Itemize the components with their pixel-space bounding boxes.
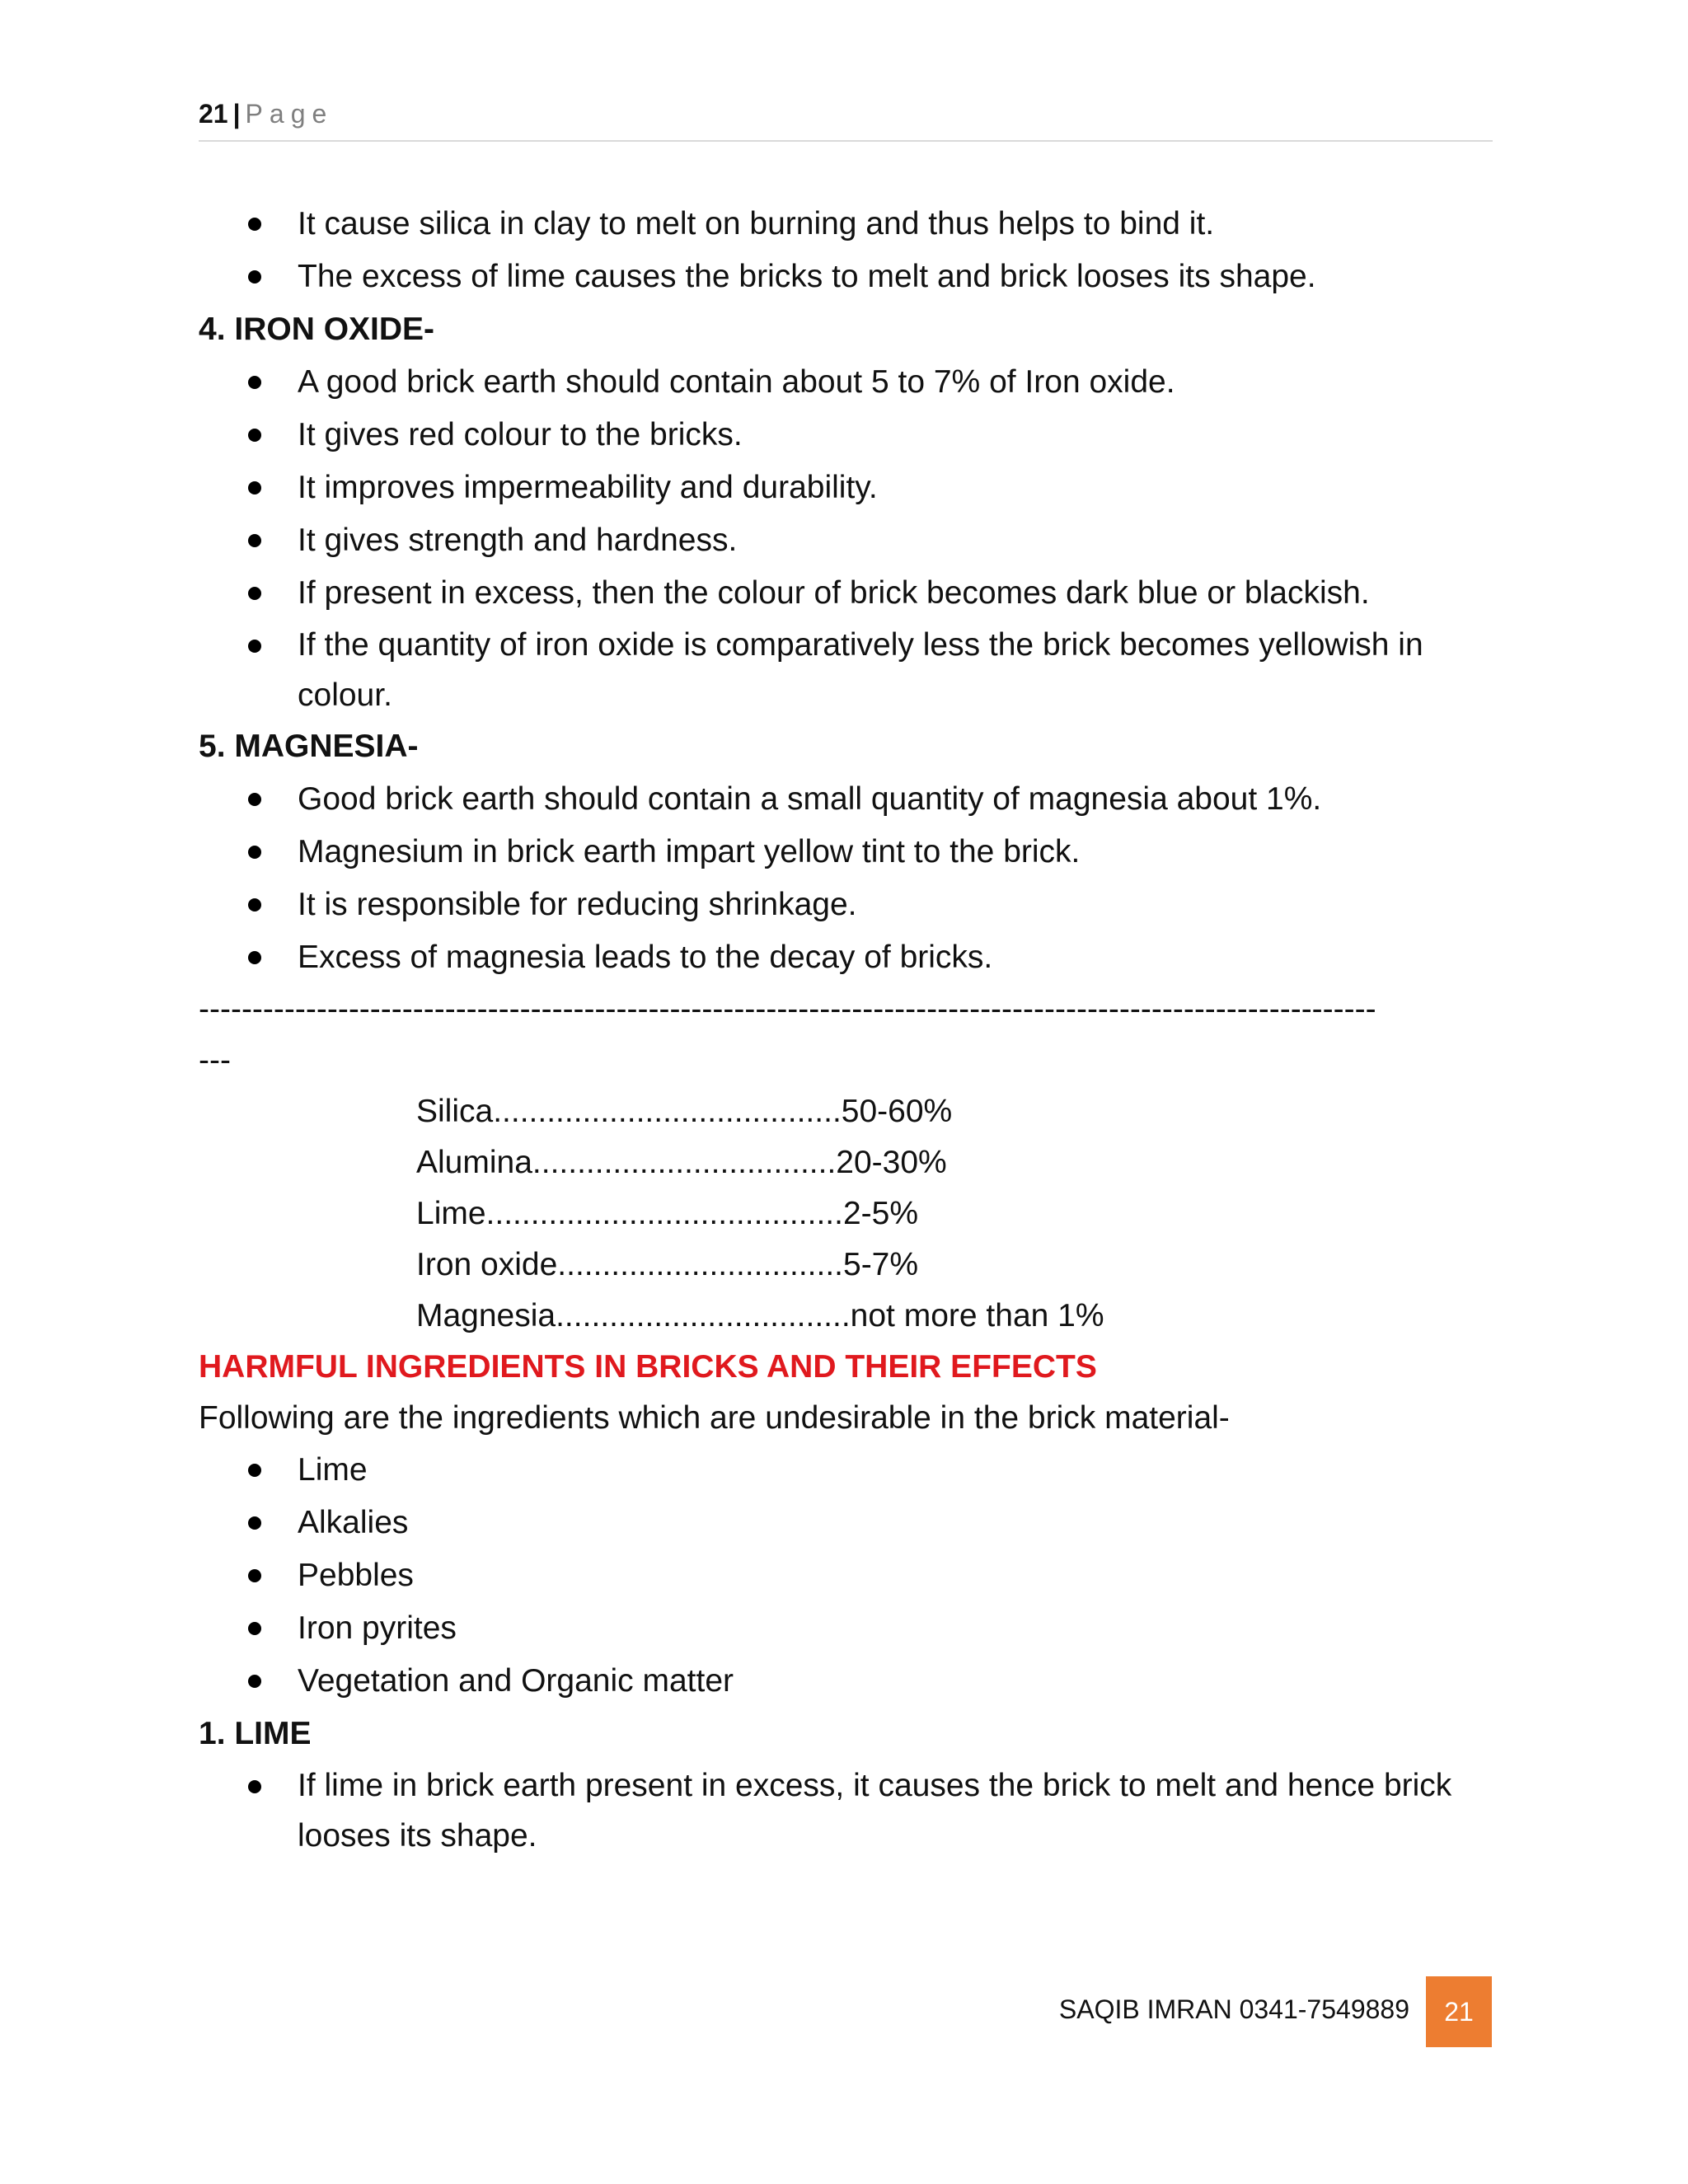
composition-row: Lime........................................2-5% <box>416 1196 918 1231</box>
list-item: Pebbles <box>199 1549 1493 1602</box>
lime-list <box>199 1760 1493 1861</box>
list-item: If the quantity of iron oxide is comparatively less the brick becomes yellowish in colour. <box>199 620 1493 720</box>
iron-oxide-list <box>199 356 1493 720</box>
list-item: It gives strength and hardness. <box>199 514 1493 567</box>
harmful-list <box>199 1444 1493 1708</box>
magnesia-heading: 5. MAGNESIA- <box>199 729 419 764</box>
page-content <box>199 198 1493 1861</box>
divider-line-tail: --- <box>199 1043 231 1078</box>
lime-heading: 1. LIME <box>199 1716 312 1751</box>
footer-author: SAQIB IMRAN 0341-7549889 <box>1058 1994 1409 2024</box>
header-page-word: Page <box>245 99 334 129</box>
harmful-intro: Following are the ingredients which are undesirable in the brick material- <box>199 1400 1230 1436</box>
iron-oxide-heading: 4. IRON OXIDE- <box>199 312 435 347</box>
composition-row: Alumina..................................20-30% <box>416 1145 947 1180</box>
footer-page-number: 21 <box>1426 1976 1492 2047</box>
list-item: A good brick earth should contain about 5 to 7% of Iron oxide. <box>199 356 1493 409</box>
list-item: It gives red colour to the bricks. <box>199 409 1493 462</box>
list-item: Good brick earth should contain a small quantity of magnesia about 1%. <box>199 773 1493 826</box>
lime-continued-list <box>199 198 1493 303</box>
list-item: It cause silica in clay to melt on burning and thus helps to bind it. <box>199 198 1493 251</box>
harmful-ingredients-heading: HARMFUL INGREDIENTS IN BRICKS AND THEIR EFFECTS <box>199 1349 1097 1385</box>
composition-list <box>416 1086 1493 1342</box>
list-item: If lime in brick earth present in excess, it causes the brick to melt and hence brick looses its shape. <box>199 1760 1493 1861</box>
page-header <box>199 99 1493 142</box>
header-separator: | <box>232 99 241 129</box>
list-item: Vegetation and Organic matter <box>199 1655 1493 1708</box>
composition-row: Magnesia.................................not more than 1% <box>416 1298 1104 1333</box>
header-page-number: 21 <box>199 99 228 129</box>
magnesia-list <box>199 773 1493 984</box>
list-item: Iron pyrites <box>199 1602 1493 1655</box>
list-item: The excess of lime causes the bricks to melt and brick looses its shape. <box>199 251 1493 303</box>
list-item: If present in excess, then the colour of brick becomes dark blue or blackish. <box>199 567 1493 620</box>
composition-row: Silica.......................................50-60% <box>416 1094 953 1129</box>
page-footer <box>989 1976 1492 2047</box>
divider-line: -------------------------------------------------------------------------------------------------------------- <box>199 991 1376 1027</box>
list-item: Magnesium in brick earth impart yellow tint to the brick. <box>199 826 1493 879</box>
list-item: Alkalies <box>199 1497 1493 1549</box>
list-item: Excess of magnesia leads to the decay of bricks. <box>199 931 1493 984</box>
composition-row: Iron oxide................................5-7% <box>416 1247 919 1282</box>
list-item: It is responsible for reducing shrinkage. <box>199 879 1493 931</box>
list-item: Lime <box>199 1444 1493 1497</box>
list-item: It improves impermeability and durability. <box>199 462 1493 514</box>
